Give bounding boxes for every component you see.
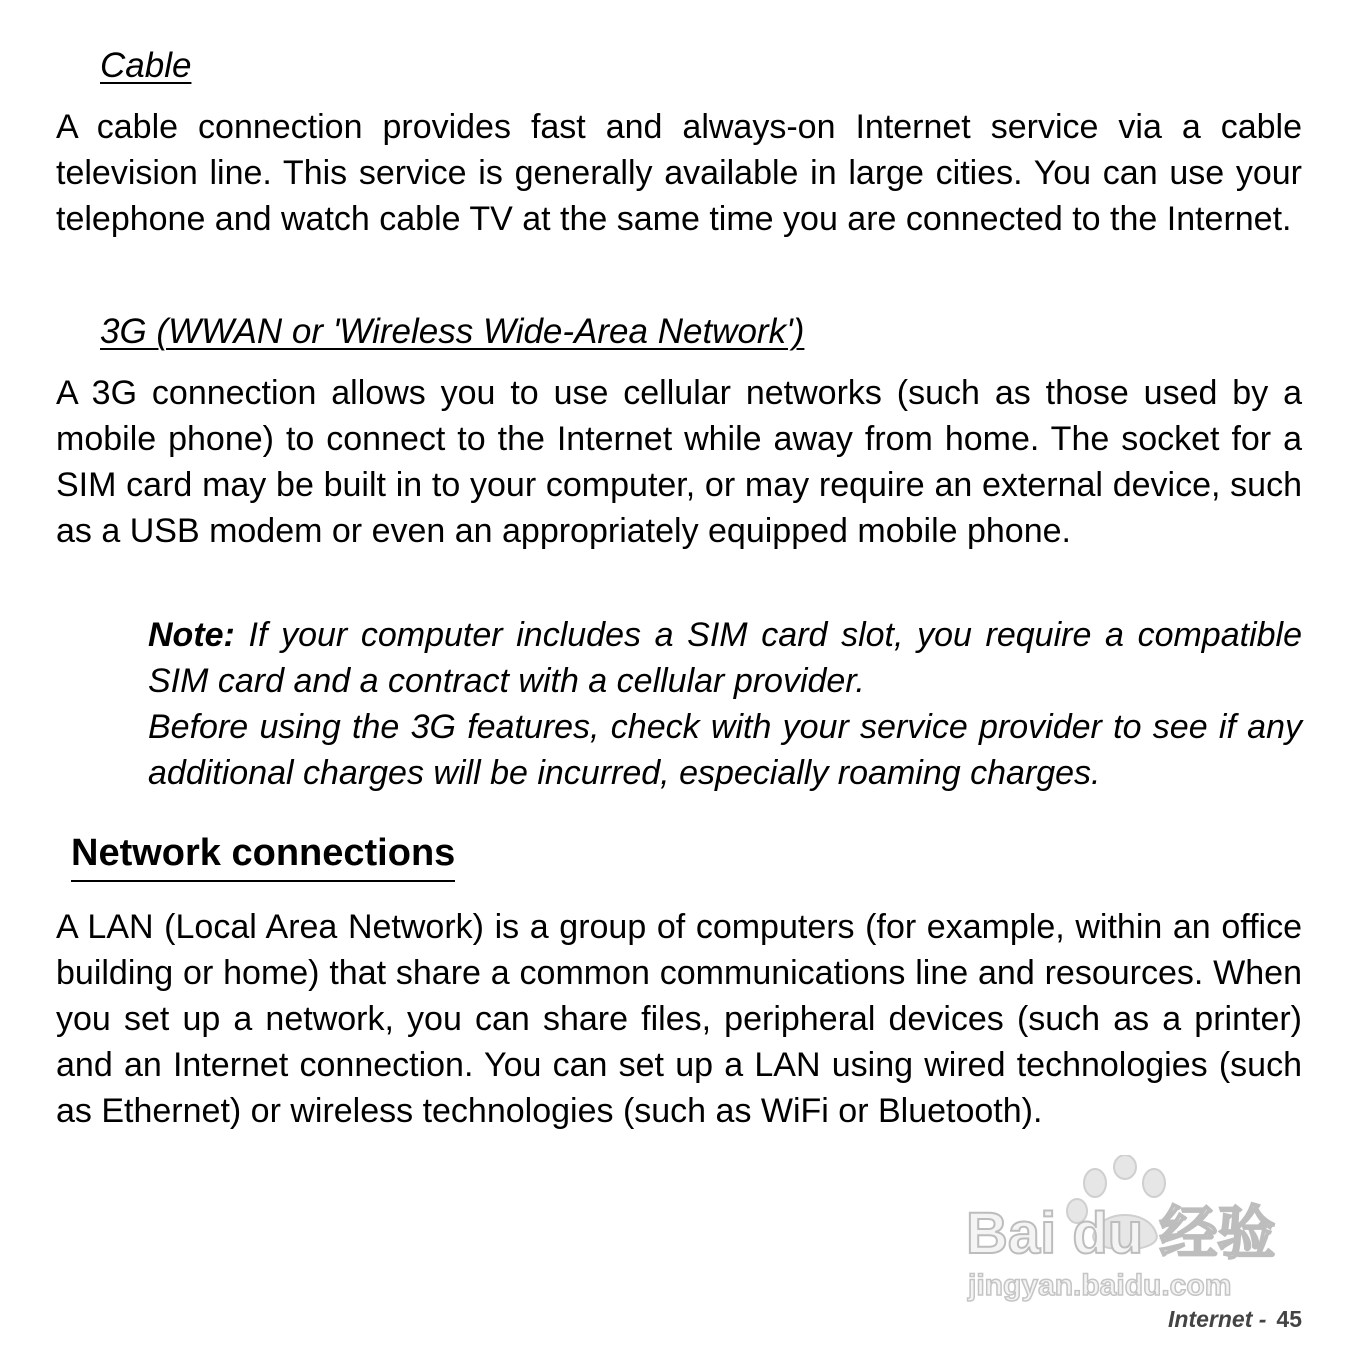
note-block-2: Before using the 3G features, check with your service provider to see if any additional charges will be incurred, especially roaming charges. [148,708,1302,792]
watermark-brand: Bai du 经验 [966,1201,1276,1266]
network-connections-heading: Network connections [71,830,455,882]
watermark-url: jingyan.baidu.com [968,1269,1232,1302]
network-paragraph: A LAN (Local Area Network) is a group of computers (for example, within an office building or home) that share a common communications line and resources. When you set up a network, you can share files, peripheral devices (such as a printer) and an Internet connection. You can set up a LAN using wired technologies (such as Ethernet) or wireless technologies (such as WiFi or Bluetooth). [56,908,1302,1130]
note-block [148,612,1302,704]
footer-section: Internet - [1168,1306,1267,1332]
cable-heading: Cable [100,46,192,85]
note-label: Note: [148,616,235,654]
page-number: 45 [1276,1306,1302,1332]
cable-paragraph: A cable connection provides fast and always-on Internet service via a cable television line. This service is generally available in large cities. You can use your telephone and watch cable TV at the same time you are connected to the Internet. [56,108,1302,238]
3g-heading: 3G (WWAN or 'Wireless Wide-Area Network') [100,312,805,351]
page-footer [1168,1306,1302,1333]
baidu-watermark [962,1155,1282,1305]
note-text: If your computer includes a SIM card slot, you require a compatible SIM card and a contract with a cellular provider. [148,616,1302,700]
3g-paragraph: A 3G connection allows you to use cellular networks (such as those used by a mobile phone) to connect to the Internet while away from home. The socket for a SIM card may be built in to your computer, or may require an external device, such as a USB modem or even an appropriately equipped mobile phone. [56,374,1302,550]
